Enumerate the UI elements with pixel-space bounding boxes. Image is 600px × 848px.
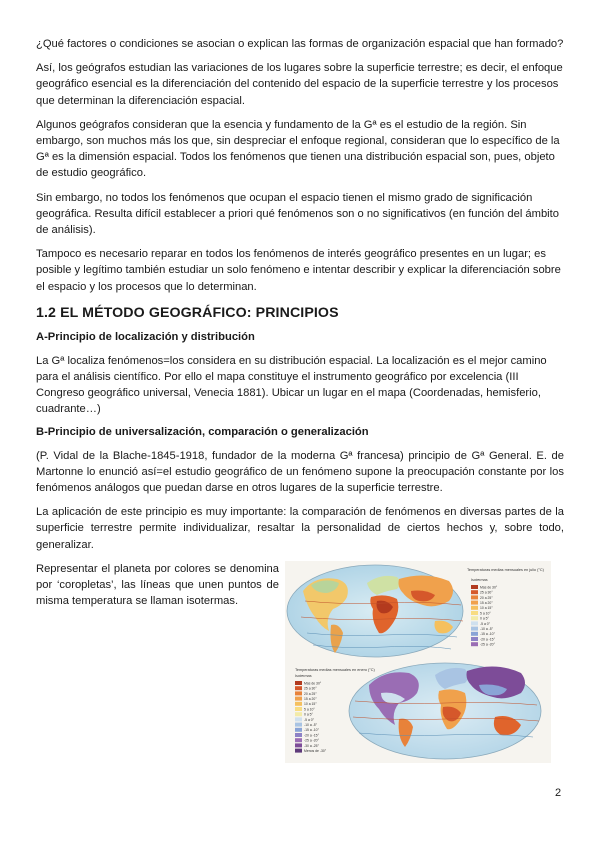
july-legend-label: 5 a 10° <box>480 611 491 616</box>
document-page <box>36 36 564 763</box>
january-legend-label: -20 a -15° <box>304 733 319 738</box>
july-legend-label: 0 a 5° <box>480 616 489 621</box>
temperature-maps-image <box>285 561 551 763</box>
july-legend-swatch <box>471 600 478 604</box>
july-legend-label: 25 a 30° <box>480 590 493 595</box>
july-legend-swatch <box>471 616 478 620</box>
july-legend-label: -20 a -15° <box>480 637 495 642</box>
july-legend-label: -5 a 0° <box>480 621 491 626</box>
january-legend-label: Menos de -30° <box>304 748 327 753</box>
january-legend-swatch <box>295 743 302 747</box>
intro-paragraph-3: Algunos geógrafos consideran que la esencia y fundamento de la Gª es el estudio de la región. Sin embargo, son muchos más los que, sin despreciar el enfoque regional, consideran que lo específico de la Gª es la dimensión espacial. Todos los fenómenos que tienen una distribución espacial son, pues, objeto de estudio geográfico. <box>36 118 560 180</box>
july-legend-swatch <box>471 642 478 646</box>
july-legend-swatch <box>471 611 478 615</box>
subsection-b-text-1: (P. Vidal de la Blache-1845-1918, fundador de la moderna Gª francesa) principio de Gª General. E. de Martonne lo enunció así=el estudio geográfico de un fenómeno supone la preocupación constante por los fenómenos análogos que puedan darse en otros lugares de la superficie terrestre. <box>36 449 564 495</box>
january-legend-label: -10 a -5° <box>304 722 318 727</box>
january-legend-swatch <box>295 696 302 700</box>
july-legend-swatch <box>471 585 478 589</box>
january-legend-label: 0 a 5° <box>304 712 313 717</box>
july-world-map <box>287 565 463 657</box>
intro-paragraph-1: ¿Qué factores o condiciones se asocian o explican las formas de organización espacial que han formado? <box>36 38 564 50</box>
map-caption: Representar el planeta por colores se denomina por ‘coropletas’, las líneas que unen puntos de misma temperatura se llaman isotermas. <box>36 562 279 608</box>
january-world-map <box>349 663 541 759</box>
january-legend-label: 25 a 30° <box>304 686 317 691</box>
july-legend-swatch <box>471 606 478 610</box>
january-legend-label: 10 a 15° <box>304 702 317 707</box>
july-legend-swatch <box>471 595 478 599</box>
january-legend-label: -30 a -25° <box>304 743 319 748</box>
july-legend-label: Más de 30° <box>480 585 498 590</box>
intro-paragraph-5: Tampoco es necesario reparar en todos los fenómenos de interés geográfico presentes en un lugar; es posible y legítimo también estudiar un solo fenómeno e intentar describir y explicar la diferenciación sobre el espacio y los procesos que lo determinan. <box>36 248 561 293</box>
intro-paragraph-2: Así, los geógrafos estudian las variaciones de los lugares sobre la superficie terrestre; es decir, el enfoque geográfico esencial es la diferenciación del contenido del espacio de la superficie terrestre y los procesos que determinan la diferenciación espacial. <box>36 62 563 107</box>
section-title: 1.2 EL MÉTODO GEOGRÁFICO: PRINCIPIOS <box>36 304 339 321</box>
subsection-a-text: La Gª localiza fenómenos=los considera en su distribución espacial. La localización es el mejor camino para el análisis científico. Por ello el mapa constituye el instrumento geográfico por excelencia (III Congreso geográfico universal, Venecia 1881). Ubicar un lugar en el mapa (Coordenadas, hemisferio, cuadrante…) <box>36 354 547 416</box>
january-legend-label: Más de 30° <box>304 681 322 686</box>
intro-paragraph-4: Sin embargo, no todos los fenómenos que ocupan el espacio tienen el mismo grado de significación geográfica. Resulta difícil establecer a priori qué fenómenos son o no significativos (en función del ámbito de análisis). <box>36 191 559 237</box>
january-legend-label: 5 a 10° <box>304 707 315 712</box>
january-legend-title: Temperaturas medias mensuales en enero (°C) <box>295 667 375 672</box>
july-legend-label: 10 a 15° <box>480 606 493 611</box>
subsection-b-text-2: La aplicación de este principio es muy importante: la comparación de fenómenos en diversas partes de la superficie terrestre permite individualizar, resaltar la personalidad de ciertos hechos y, sobre todo, generalizar. <box>36 506 564 551</box>
july-legend-label: -10 a -5° <box>480 626 494 631</box>
july-legend-swatch <box>471 621 478 625</box>
january-legend-swatch <box>295 702 302 706</box>
july-legend-label: -15 a -10° <box>480 632 495 637</box>
january-legend-label: 15 a 20° <box>304 696 317 701</box>
july-legend-heading: Isotermas <box>471 577 488 582</box>
subsection-b-title: B-Principio de universalización, comparación o generalización <box>36 425 369 438</box>
july-legend-label: 20 a 25° <box>480 595 493 600</box>
january-legend-label: -5 a 0° <box>304 717 315 722</box>
temperature-map-figure <box>285 561 551 763</box>
january-legend-swatch <box>295 712 302 716</box>
january-legend-label: 20 a 25° <box>304 691 317 696</box>
january-legend-swatch <box>295 707 302 711</box>
january-legend-label: -25 a -20° <box>304 738 319 743</box>
january-legend-heading: Isotermas <box>295 673 312 678</box>
map-section <box>36 561 564 763</box>
january-legend-swatch <box>295 691 302 695</box>
january-legend-swatch <box>295 681 302 685</box>
july-legend-title: Temperaturas medias mensuales en julio (°C) <box>467 567 544 572</box>
subsection-a-title: A-Principio de localización y distribución <box>36 330 255 343</box>
january-legend-swatch <box>295 686 302 690</box>
january-legend-swatch <box>295 728 302 732</box>
january-legend-swatch <box>295 717 302 721</box>
january-legend-swatch <box>295 722 302 726</box>
july-legend-swatch <box>471 632 478 636</box>
january-legend-label: -15 a -10° <box>304 728 319 733</box>
january-legend-swatch <box>295 738 302 742</box>
july-legend-swatch <box>471 626 478 630</box>
july-legend-swatch <box>471 590 478 594</box>
july-legend-label: 15 a 20° <box>480 600 493 605</box>
page-number: 2 <box>555 787 562 799</box>
map-caption-block <box>36 561 279 763</box>
january-legend-swatch <box>295 748 302 752</box>
january-legend-swatch <box>295 733 302 737</box>
july-legend-label: -25 a -20° <box>480 642 495 647</box>
july-legend-swatch <box>471 637 478 641</box>
